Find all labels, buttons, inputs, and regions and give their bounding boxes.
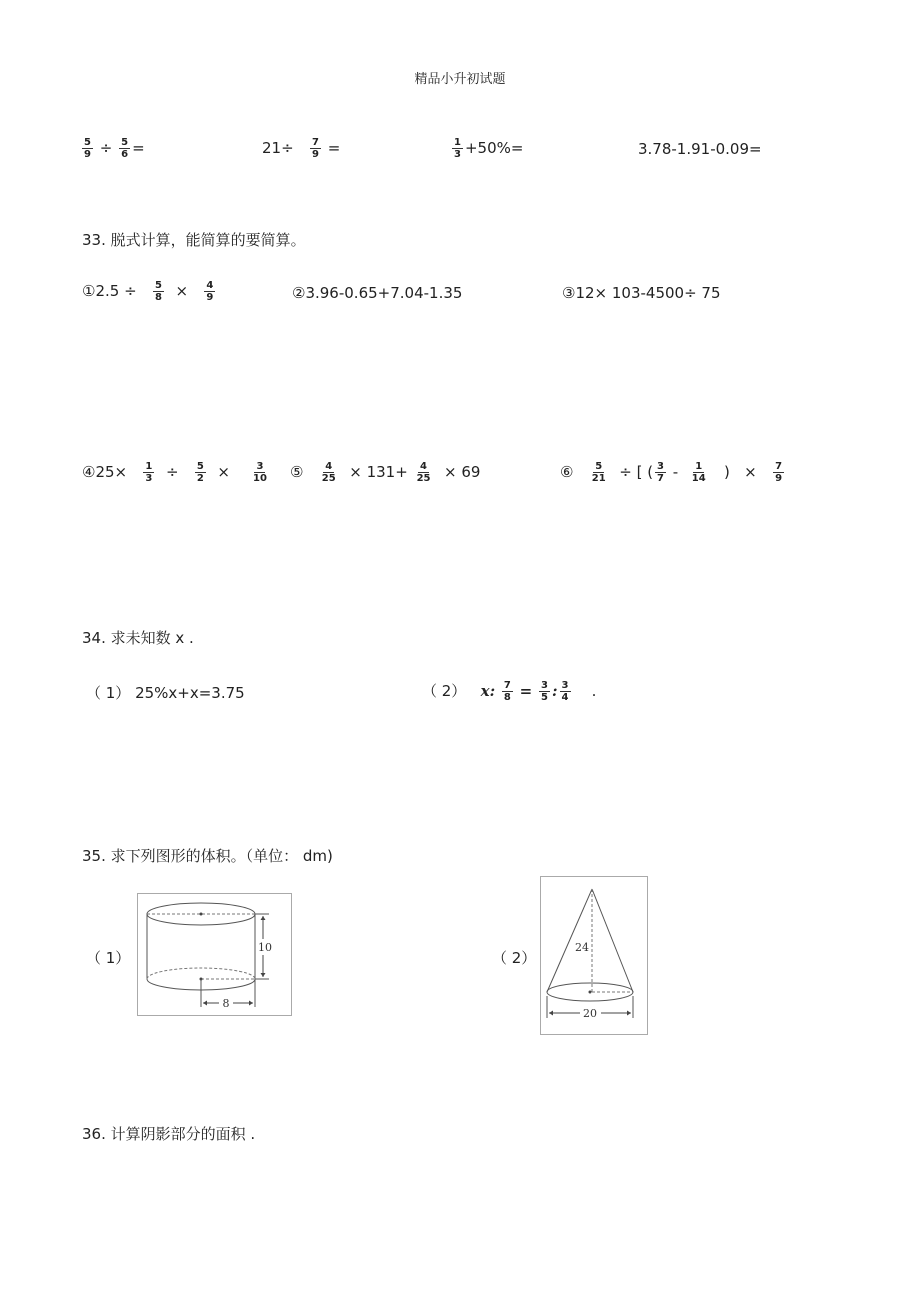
fraction: $\frac{5}{2}$ [196,461,204,484]
q33-part-3: ③12× 103-4500÷ 75 [562,284,721,302]
question-36-title: 36. 计算阴影部分的面积 . [82,1125,256,1143]
expr-1: $\frac{5}{9}$ ÷ $\frac{5}{6}$ = [84,137,145,160]
question-35-title: 35. 求下列图形的体积。（单位： dm) [82,847,333,865]
fraction: $\frac{5}{21}$ [591,461,606,484]
expr-4: 3.78-1.91-0.09= [638,140,762,158]
cone-figure [540,876,648,1035]
q33-part-1: ①2.5 ÷ $\frac{5}{8}$ × $\frac{4}{9}$ [82,280,214,303]
q33-part-4: ④25× $\frac{1}{3}$ ÷ $\frac{5}{2}$ × $\frac{3}{10}$ [82,461,267,484]
q33-part-2: ②3.96-0.65+7.04-1.35 [292,284,463,302]
fraction: $\frac{3}{10}$ [253,461,267,484]
fraction: $\frac{5}{8}$ [154,280,162,303]
expr-3: $\frac{1}{3}$ +50%= [454,137,524,160]
fraction: $\frac{7}{8}$ [503,680,511,703]
fraction: $\frac{3}{4}$ [561,680,569,703]
q33-part-5: ⑤ $\frac{4}{25}$ × 131+ $\frac{4}{25}$ × 69 [290,461,481,484]
fraction: $\frac{7}{9}$ [311,137,319,160]
fraction: $\frac{1}{14}$ [691,461,706,484]
figure-2-label: （ 2） [492,949,537,967]
fraction: $\frac{4}{9}$ [206,280,214,303]
question-34-title: 34. 求未知数 x . [82,629,194,647]
figure-1-label: （ 1） [86,949,131,967]
fraction: $\frac{7}{9}$ [775,461,783,484]
expr-2: 21÷ $\frac{7}{9}$ = [262,137,341,160]
height-label: 10 [258,941,272,954]
page-header: 精品小升初试题 [414,72,506,87]
radius-label: 8 [222,997,230,1010]
diameter-label: 20 [583,1007,597,1020]
cylinder-figure [137,893,292,1016]
question-33-title: 33. 脱式计算，能简算的要简算。 [82,231,306,249]
fraction: $\frac{3}{7}$ [657,461,665,484]
fraction: $\frac{5}{6}$ [121,137,129,160]
fraction: $\frac{1}{3}$ [454,137,461,160]
fraction: $\frac{1}{3}$ [145,461,153,484]
fraction: $\frac{4}{25}$ [416,461,431,484]
q34-part-2: （ 2） x: $\frac{7}{8}$ = $\frac{3}{5}$ : $\frac{3}{4}$ . [422,680,597,703]
slant-label: 24 [575,941,589,954]
fraction: $\frac{3}{5}$ [541,680,548,703]
fraction: $\frac{4}{25}$ [321,461,336,484]
fraction: $\frac{5}{9}$ [84,137,91,160]
q33-part-6: ⑥ $\frac{5}{21}$ ÷ [ ( $\frac{3}{7}$ - $\frac{1}{14}$ ) × $\frac{7}{9}$ [560,461,783,484]
q34-part-1: （ 1） 25%x+x=3.75 [86,684,245,702]
